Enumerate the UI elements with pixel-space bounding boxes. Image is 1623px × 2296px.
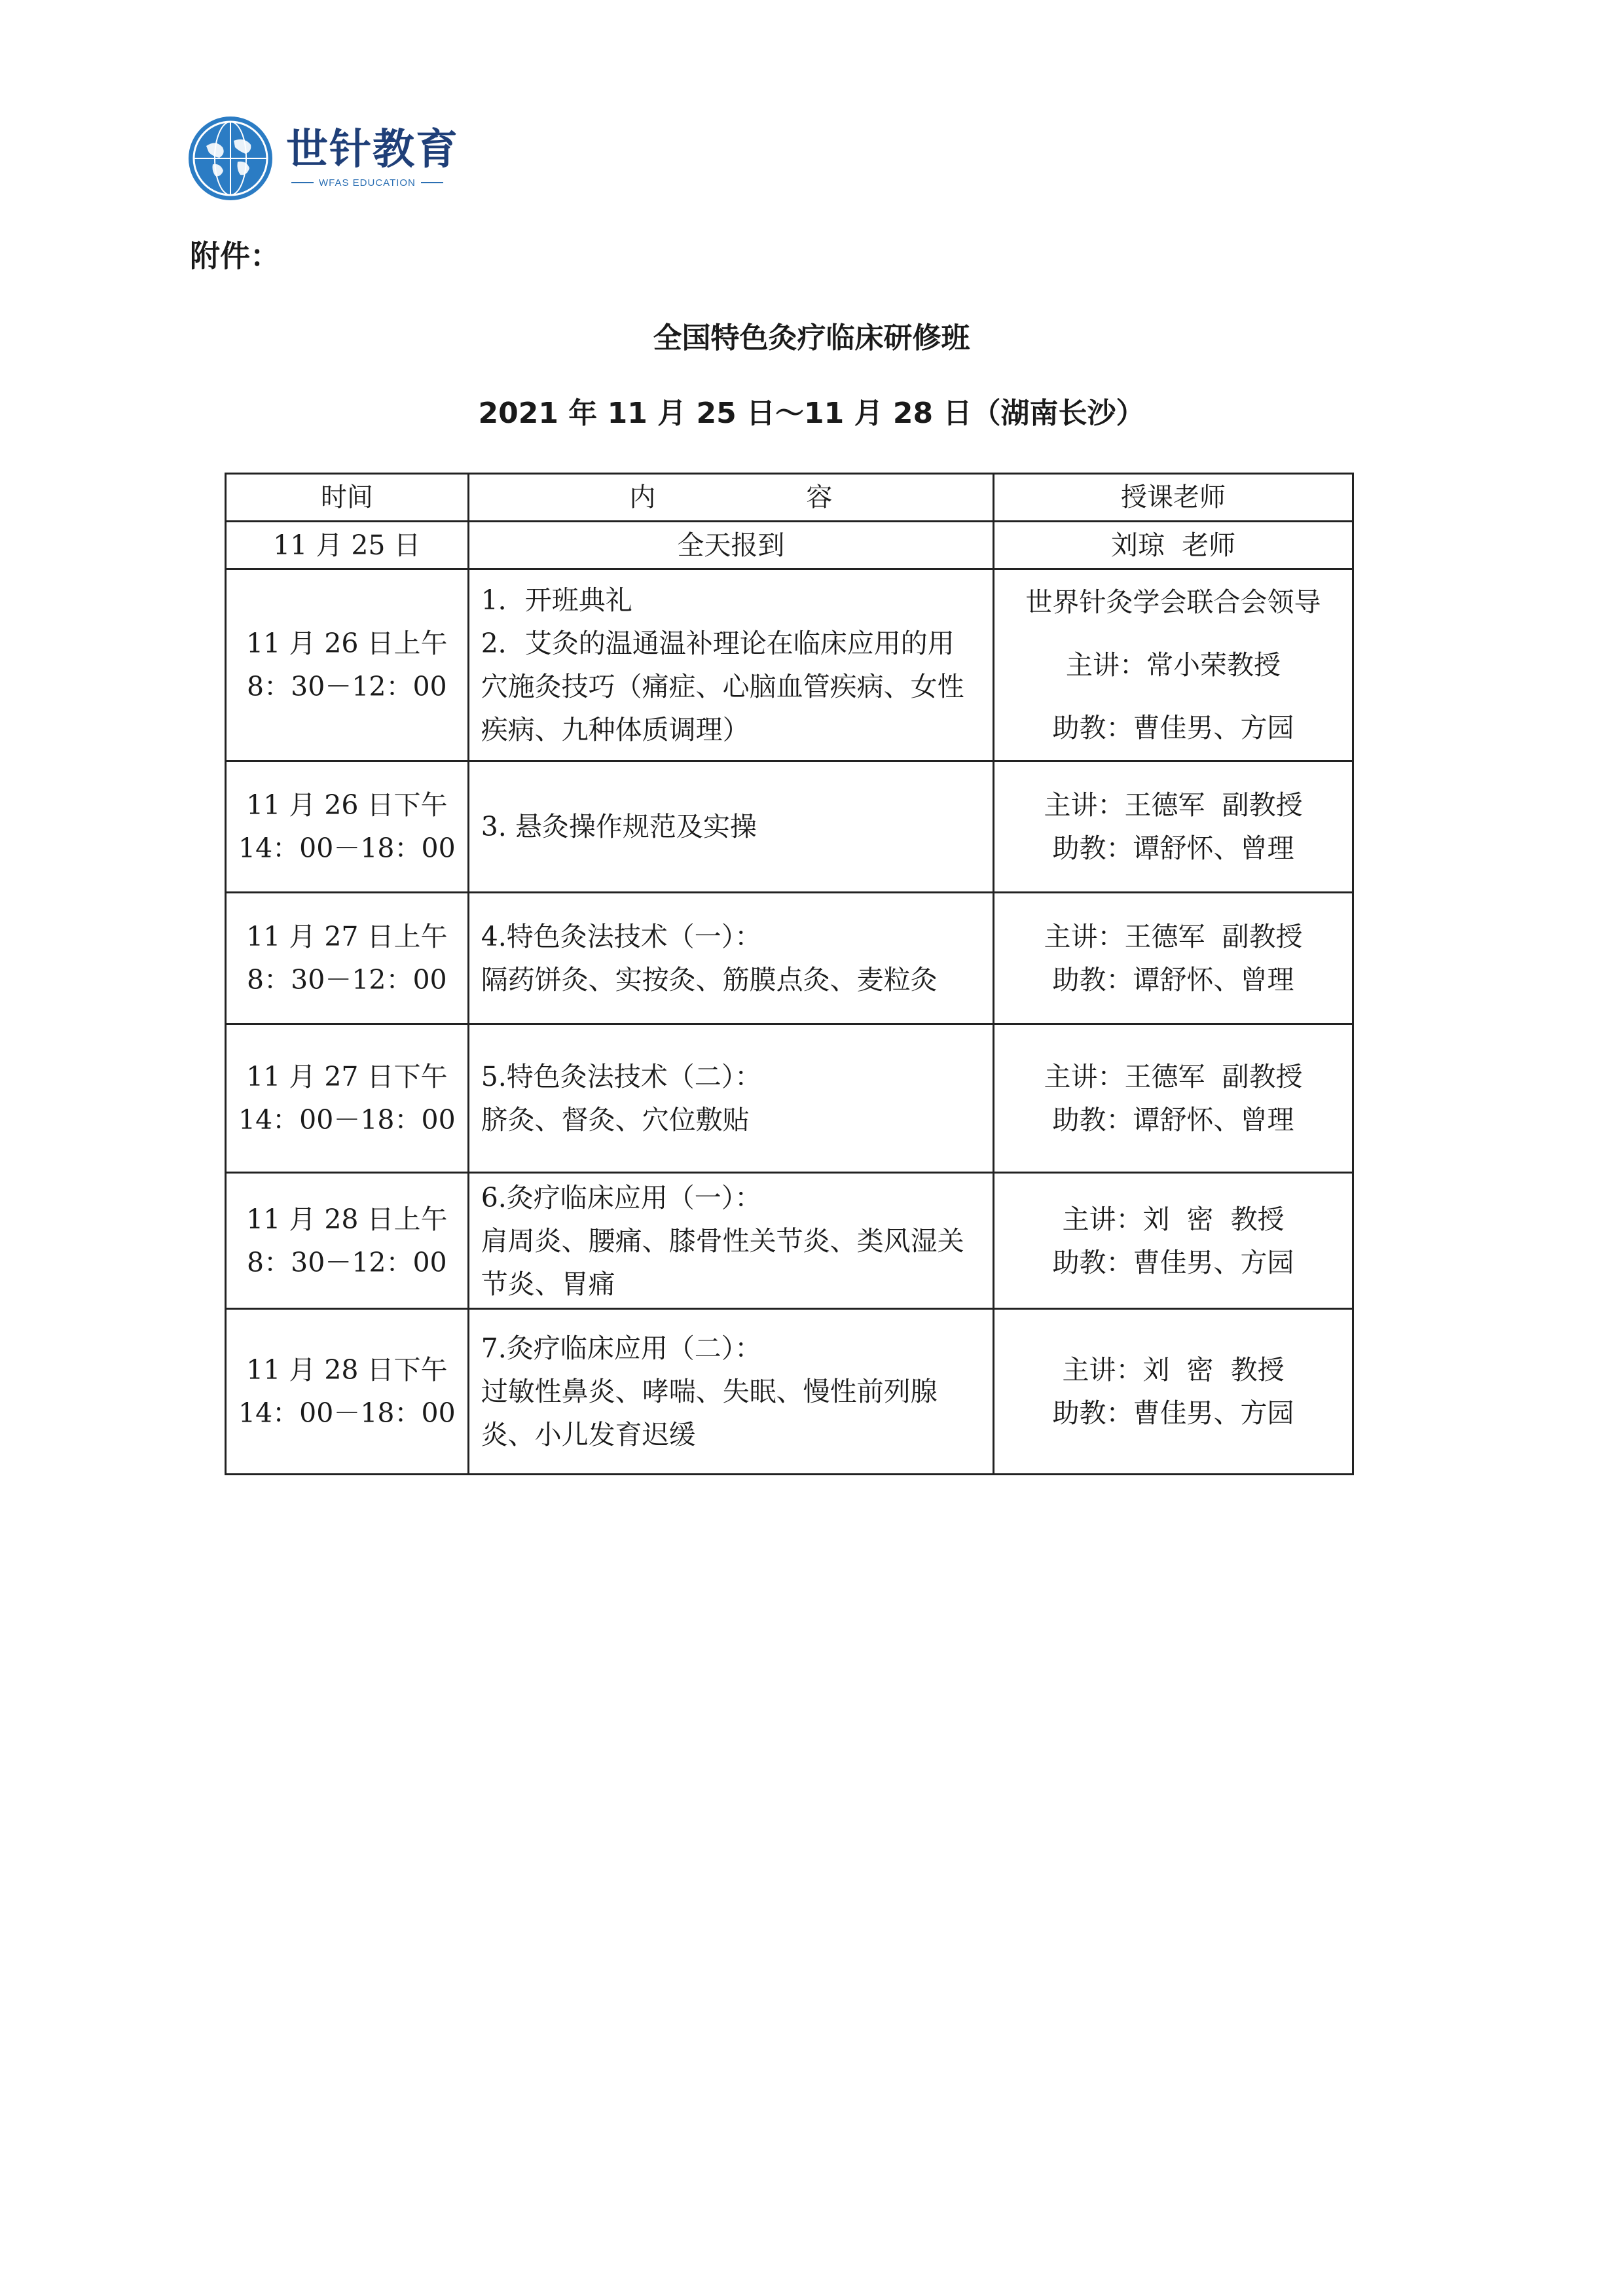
content-line: 隔药饼灸、实按灸、筋膜点灸、麦粒灸 [481, 964, 938, 996]
header-teacher: 授课老师 [994, 474, 1353, 522]
time-range: 14：00－18：00 [238, 833, 456, 864]
time-date: 11 月 26 日上午 [246, 628, 448, 659]
cell-time [226, 1173, 469, 1309]
cell-content [468, 761, 993, 893]
cell-teacher [994, 569, 1353, 761]
content-line: 6.灸疗临床应用（一）： [481, 1181, 762, 1213]
time-date: 11 月 26 日下午 [246, 789, 448, 821]
teacher-line: 主讲：王德军 副教授 [1044, 921, 1303, 952]
teacher-line: 主讲：常小荣教授 [1066, 649, 1281, 681]
time-range: 14：00－18：00 [238, 1104, 456, 1136]
teacher-line: 主讲：刘 密 教授 [1062, 1203, 1285, 1235]
table-row [226, 1024, 1353, 1173]
content-line: 肩周炎、腰痛、膝骨性关节炎、类风湿关节炎、胃痛 [481, 1225, 964, 1300]
teacher-line: 助教：谭舒怀、曾理 [1052, 1104, 1294, 1136]
teacher-line: 助教：曹佳男、方园 [1052, 1246, 1294, 1278]
cell-teacher: 刘琼 老师 [994, 522, 1353, 569]
header-content-left: 内 [629, 482, 656, 512]
cell-time [226, 1024, 469, 1173]
table-header-row [226, 474, 1353, 522]
teacher-line: 主讲：王德军 副教授 [1044, 1061, 1303, 1092]
header-content [468, 474, 993, 522]
globe-logo-icon [187, 115, 274, 202]
header-content-right: 容 [806, 482, 833, 512]
time-date: 11 月 28 日上午 [246, 1203, 448, 1235]
logo-name-cn: 世针教育 [286, 124, 459, 174]
cell-time [226, 569, 469, 761]
cell-teacher [994, 1173, 1353, 1309]
teacher-line: 助教：谭舒怀、曾理 [1052, 833, 1294, 864]
teacher-line: 助教：曹佳男、方园 [1052, 712, 1294, 744]
logo-name-en: WFAS EDUCATION [286, 177, 459, 188]
table-row [226, 761, 1353, 893]
table-row [226, 1309, 1353, 1475]
cell-content [468, 1309, 993, 1475]
cell-content: 全天报到 [468, 522, 993, 569]
time-date: 11 月 27 日下午 [246, 1061, 448, 1092]
cell-time [226, 1309, 469, 1475]
header-time: 时间 [226, 474, 469, 522]
time-range: 8：30－12：00 [247, 671, 447, 702]
teacher-line: 助教：曹佳男、方园 [1052, 1397, 1294, 1429]
content-line: 过敏性鼻炎、哮喘、失眠、慢性前列腺炎、小儿发育迟缓 [481, 1376, 938, 1450]
cell-time [226, 893, 469, 1024]
cell-teacher [994, 1024, 1353, 1173]
document-title: 全国特色灸疗临床研修班 [653, 321, 970, 355]
document-subtitle: 2021 年 11 月 25 日～11 月 28 日（湖南长沙） [478, 397, 1145, 430]
time-date: 11 月 28 日下午 [246, 1354, 448, 1386]
content-line: 4.特色灸法技术（一）： [481, 921, 762, 952]
teacher-line: 主讲：王德军 副教授 [1044, 789, 1303, 821]
cell-time [226, 761, 469, 893]
content-line: 5.特色灸法技术（二）： [481, 1061, 762, 1092]
time-range: 8：30－12：00 [247, 964, 447, 996]
content-line: 1．开班典礼 [481, 584, 632, 616]
teacher-line: 助教：谭舒怀、曾理 [1052, 964, 1294, 996]
logo [187, 113, 459, 204]
time-date: 11 月 27 日上午 [246, 921, 448, 952]
teacher-line: 世界针灸学会联合会领导 [1025, 586, 1321, 618]
time-range: 8：30－12：00 [247, 1246, 447, 1278]
content-line: 3. 悬灸操作规范及实操 [481, 811, 757, 842]
cell-teacher [994, 893, 1353, 1024]
teacher-line: 主讲：刘 密 教授 [1062, 1354, 1285, 1386]
table-row [226, 1173, 1353, 1309]
time-range: 14：00－18：00 [238, 1397, 456, 1429]
cell-teacher [994, 1309, 1353, 1475]
cell-content [468, 569, 993, 761]
cell-content [468, 893, 993, 1024]
cell-time: 11 月 25 日 [226, 522, 469, 569]
content-line: 脐灸、督灸、穴位敷贴 [481, 1104, 750, 1136]
schedule-table [225, 473, 1354, 1475]
logo-text [286, 124, 459, 188]
attachment-label: 附件： [190, 238, 280, 274]
cell-content [468, 1024, 993, 1173]
content-line: 2．艾灸的温通温补理论在临床应用的用穴施灸技巧（痛症、心脑血管疾病、女性疾病、九种体质调理） [481, 628, 964, 745]
table-row [226, 569, 1353, 761]
cell-teacher [994, 761, 1353, 893]
table-row [226, 893, 1353, 1024]
content-line: 7.灸疗临床应用（二）： [481, 1333, 762, 1364]
cell-content [468, 1173, 993, 1309]
table-row [226, 522, 1353, 569]
